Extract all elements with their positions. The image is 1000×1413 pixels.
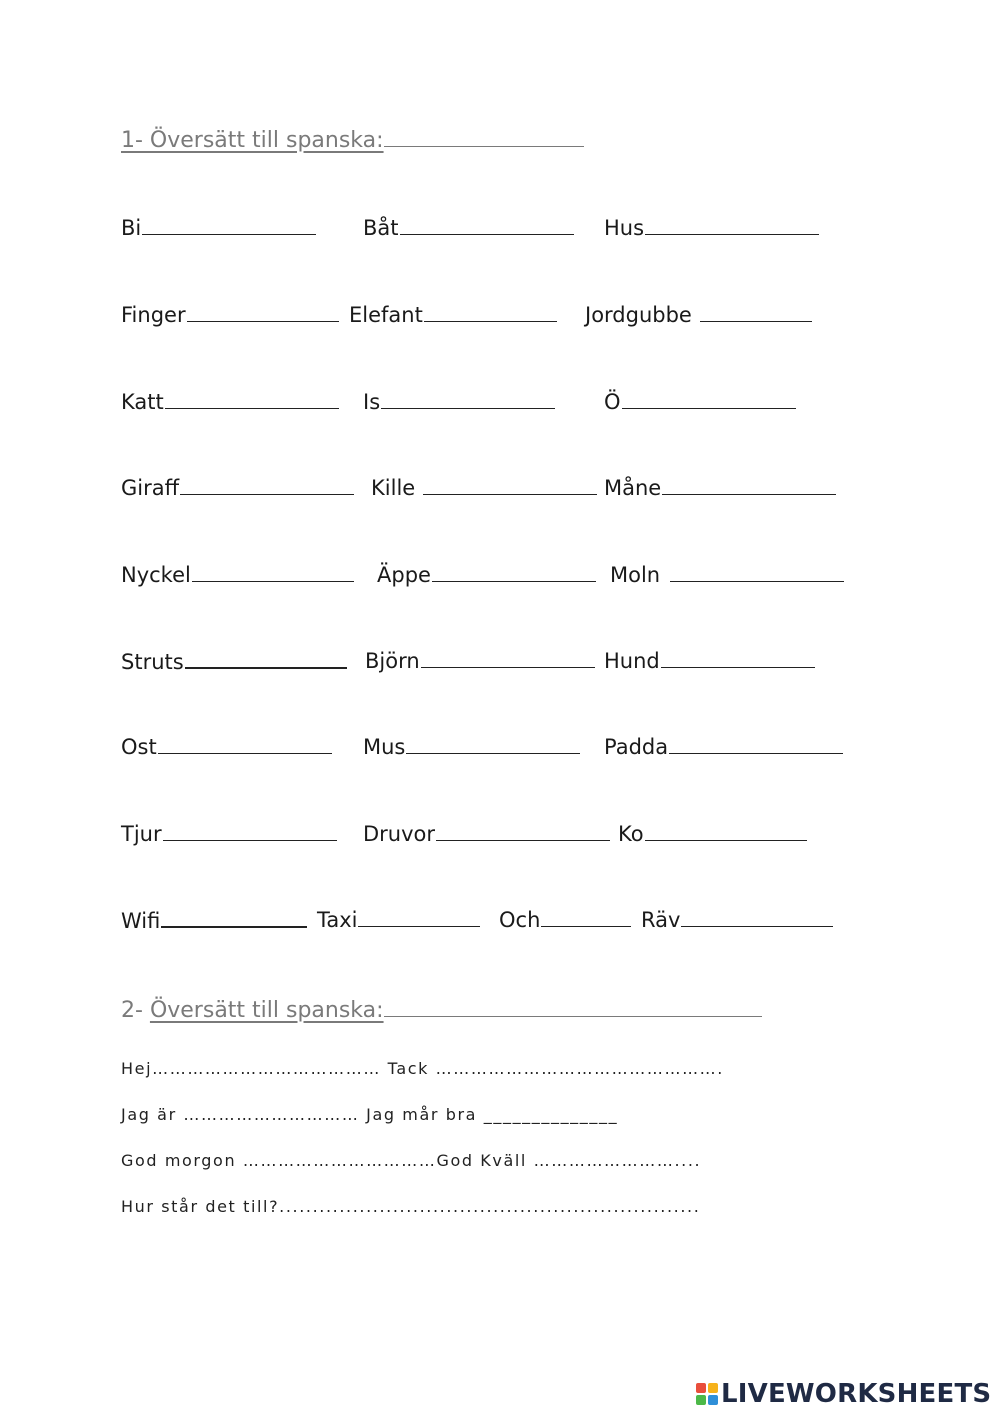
answer-blank[interactable] (661, 649, 815, 668)
vocab-word: Och (499, 908, 541, 932)
answer-blank[interactable] (381, 390, 555, 409)
answer-blank[interactable] (406, 735, 580, 754)
vocab-item (121, 649, 347, 674)
vocab-word: Jordgubbe (585, 303, 692, 327)
vocab-item (121, 303, 339, 327)
liveworksheets-logo (696, 1378, 991, 1410)
vocab-word: Kille (371, 476, 416, 500)
answer-blank[interactable] (681, 908, 833, 927)
answer-blank[interactable] (436, 822, 610, 841)
answer-blank[interactable] (185, 649, 347, 669)
vocab-word: Hund (604, 649, 660, 673)
logo-text: LIVEWORKSHEETS (721, 1379, 992, 1409)
answer-blank[interactable] (142, 216, 316, 235)
vocab-word: Taxi (317, 908, 358, 932)
vocab-word: Padda (604, 735, 669, 759)
vocab-item (641, 908, 833, 932)
vocab-item (604, 649, 815, 673)
vocab-word: Moln (610, 563, 661, 587)
vocab-item (349, 303, 557, 327)
section-2-prefix: 2- (121, 998, 150, 1023)
answer-blank[interactable] (161, 908, 307, 928)
phrase-line[interactable]: Hej………………………………… Tack …………………………………………. (121, 1059, 724, 1078)
answer-blank[interactable] (432, 563, 596, 582)
vocab-item (363, 822, 610, 846)
answer-blank[interactable] (541, 908, 631, 927)
vocab-item (363, 216, 574, 240)
answer-blank[interactable] (187, 303, 339, 322)
answer-blank[interactable] (421, 649, 595, 668)
vocab-word: Elefant (349, 303, 423, 327)
vocab-word: Giraff (121, 476, 180, 500)
vocab-item (121, 735, 332, 759)
vocab-item (317, 908, 480, 932)
answer-blank[interactable] (424, 303, 557, 322)
logo-square-icon (708, 1395, 718, 1405)
section-2-heading (121, 996, 762, 1023)
heading-underline (384, 126, 584, 147)
answer-blank[interactable] (700, 303, 812, 322)
vocab-word: Katt (121, 390, 164, 414)
vocab-item (618, 822, 807, 846)
vocab-item (363, 735, 580, 759)
vocab-word: Tjur (121, 822, 162, 846)
vocab-item (365, 649, 595, 673)
vocab-word: Äppe (377, 563, 431, 587)
vocab-word: Finger (121, 303, 186, 327)
vocab-word: Ost (121, 735, 157, 759)
vocab-word: Wifi (121, 909, 161, 933)
answer-blank[interactable] (645, 822, 807, 841)
vocab-item (499, 908, 631, 932)
vocab-item (363, 390, 555, 414)
vocab-item (121, 908, 307, 933)
vocab-item (604, 476, 836, 500)
logo-square-icon (696, 1383, 706, 1393)
vocab-word: Nyckel (121, 563, 191, 587)
vocab-item (585, 303, 812, 327)
section-1-heading (121, 126, 584, 153)
vocab-word: Struts (121, 650, 184, 674)
section-2-title: Översätt till spanska: (149, 998, 384, 1023)
logo-square-icon (696, 1395, 706, 1405)
vocab-item (604, 390, 796, 414)
vocab-item (121, 216, 316, 240)
vocab-word: Mus (363, 735, 406, 759)
answer-blank[interactable] (669, 735, 843, 754)
answer-blank[interactable] (358, 908, 480, 927)
phrase-line[interactable]: Jag är ………………………… Jag mår bra ______________ (121, 1105, 619, 1124)
vocab-word: Bi (121, 216, 142, 240)
vocab-item (604, 735, 843, 759)
phrase-line[interactable]: God morgon ……………………………God Kväll …………………….... (121, 1151, 702, 1170)
answer-blank[interactable] (423, 476, 597, 495)
vocab-item (121, 390, 339, 414)
vocab-word: Björn (365, 649, 420, 673)
vocab-word: Räv (641, 908, 681, 932)
vocab-word: Hus (604, 216, 645, 240)
logo-mark-icon (696, 1383, 718, 1405)
vocab-item (121, 822, 337, 846)
vocab-item (121, 563, 354, 587)
vocab-item (371, 476, 597, 500)
answer-blank[interactable] (192, 563, 354, 582)
vocab-item (610, 563, 844, 587)
answer-blank[interactable] (158, 735, 332, 754)
vocab-item (604, 216, 819, 240)
vocab-word: Is (363, 390, 381, 414)
answer-blank[interactable] (670, 563, 844, 582)
answer-blank[interactable] (165, 390, 339, 409)
phrase-line[interactable]: Hur står det till?............................................................... (121, 1197, 701, 1216)
vocab-word: Ko (618, 822, 644, 846)
answer-blank[interactable] (645, 216, 819, 235)
answer-blank[interactable] (163, 822, 337, 841)
answer-blank[interactable] (180, 476, 354, 495)
vocab-word: Måne (604, 476, 662, 500)
section-1-title: 1- Översätt till spanska: (121, 128, 384, 153)
answer-blank[interactable] (622, 390, 796, 409)
answer-blank[interactable] (400, 216, 574, 235)
vocab-word: Båt (363, 216, 399, 240)
vocab-item (377, 563, 596, 587)
logo-square-icon (708, 1383, 718, 1393)
heading-underline (384, 996, 762, 1017)
vocab-item (121, 476, 354, 500)
vocab-word: Ö (604, 390, 621, 414)
answer-blank[interactable] (662, 476, 836, 495)
vocab-word: Druvor (363, 822, 436, 846)
